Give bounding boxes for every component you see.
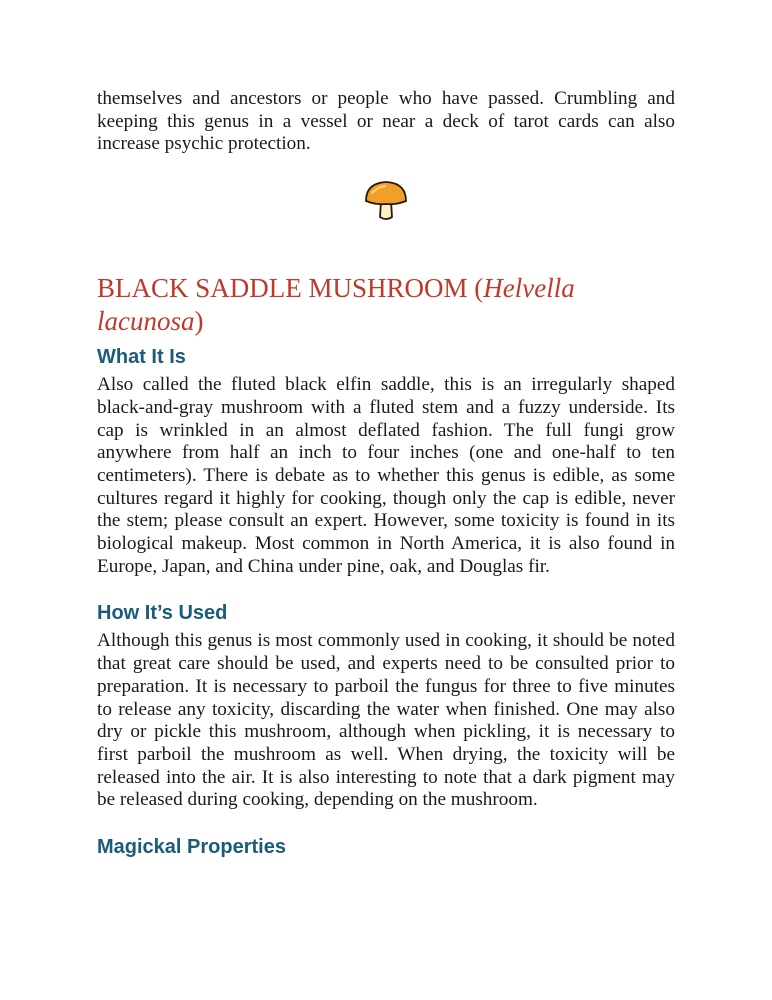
intro-paragraph: themselves and ancestors or people who have passed. Crumbling and keeping this genus in a vessel or near a deck of tarot cards can also increase psychic protection. <box>97 88 675 155</box>
mushroom-icon <box>363 179 409 223</box>
page-content <box>97 88 675 864</box>
title-latin: Helvella lacunosa <box>97 273 575 337</box>
title-close: ) <box>194 306 204 337</box>
what-it-is-heading: What It Is <box>97 346 186 369</box>
magickal-properties-heading: Magickal Properties <box>97 836 286 859</box>
how-its-used-paragraph: Although this genus is most commonly used in cooking, it should be noted that great care should be used, and experts need to be consulted prior to preparation. It is necessary to parboil the fungus for three to five minutes to release any toxicity, discarding the water when finished. One may also dry or pickle this mushroom, although when pickling, it is necessary to first parboil the mushroom as well. When drying, the toxicity will be released into the air. It is also interesting to note that a dark pigment may be released during cooking, depending on the mushroom. <box>97 630 675 811</box>
title-main: BLACK SADDLE MUSHROOM ( <box>97 273 484 304</box>
ornament-divider <box>97 179 675 223</box>
entry-title <box>97 272 675 338</box>
what-it-is-paragraph: Also called the fluted black elfin saddle, this is an irregularly shaped black-and-gray mushroom with a fluted stem and a fuzzy underside. Its cap is wrinkled in an almost deflated fashion. The full fungi grow anywhere from half an inch to four inches (one and one-half to ten centimeters). There is debate as to whether this genus is edible, as some cultures regard it highly for cooking, though only the cap is edible, never the stem; please consult an expert. However, some toxicity is found in its biological makeup. Most common in North America, it is also found in Europe, Japan, and China under pine, oak, and Douglas fir. <box>97 374 675 577</box>
how-its-used-heading: How It’s Used <box>97 602 228 625</box>
